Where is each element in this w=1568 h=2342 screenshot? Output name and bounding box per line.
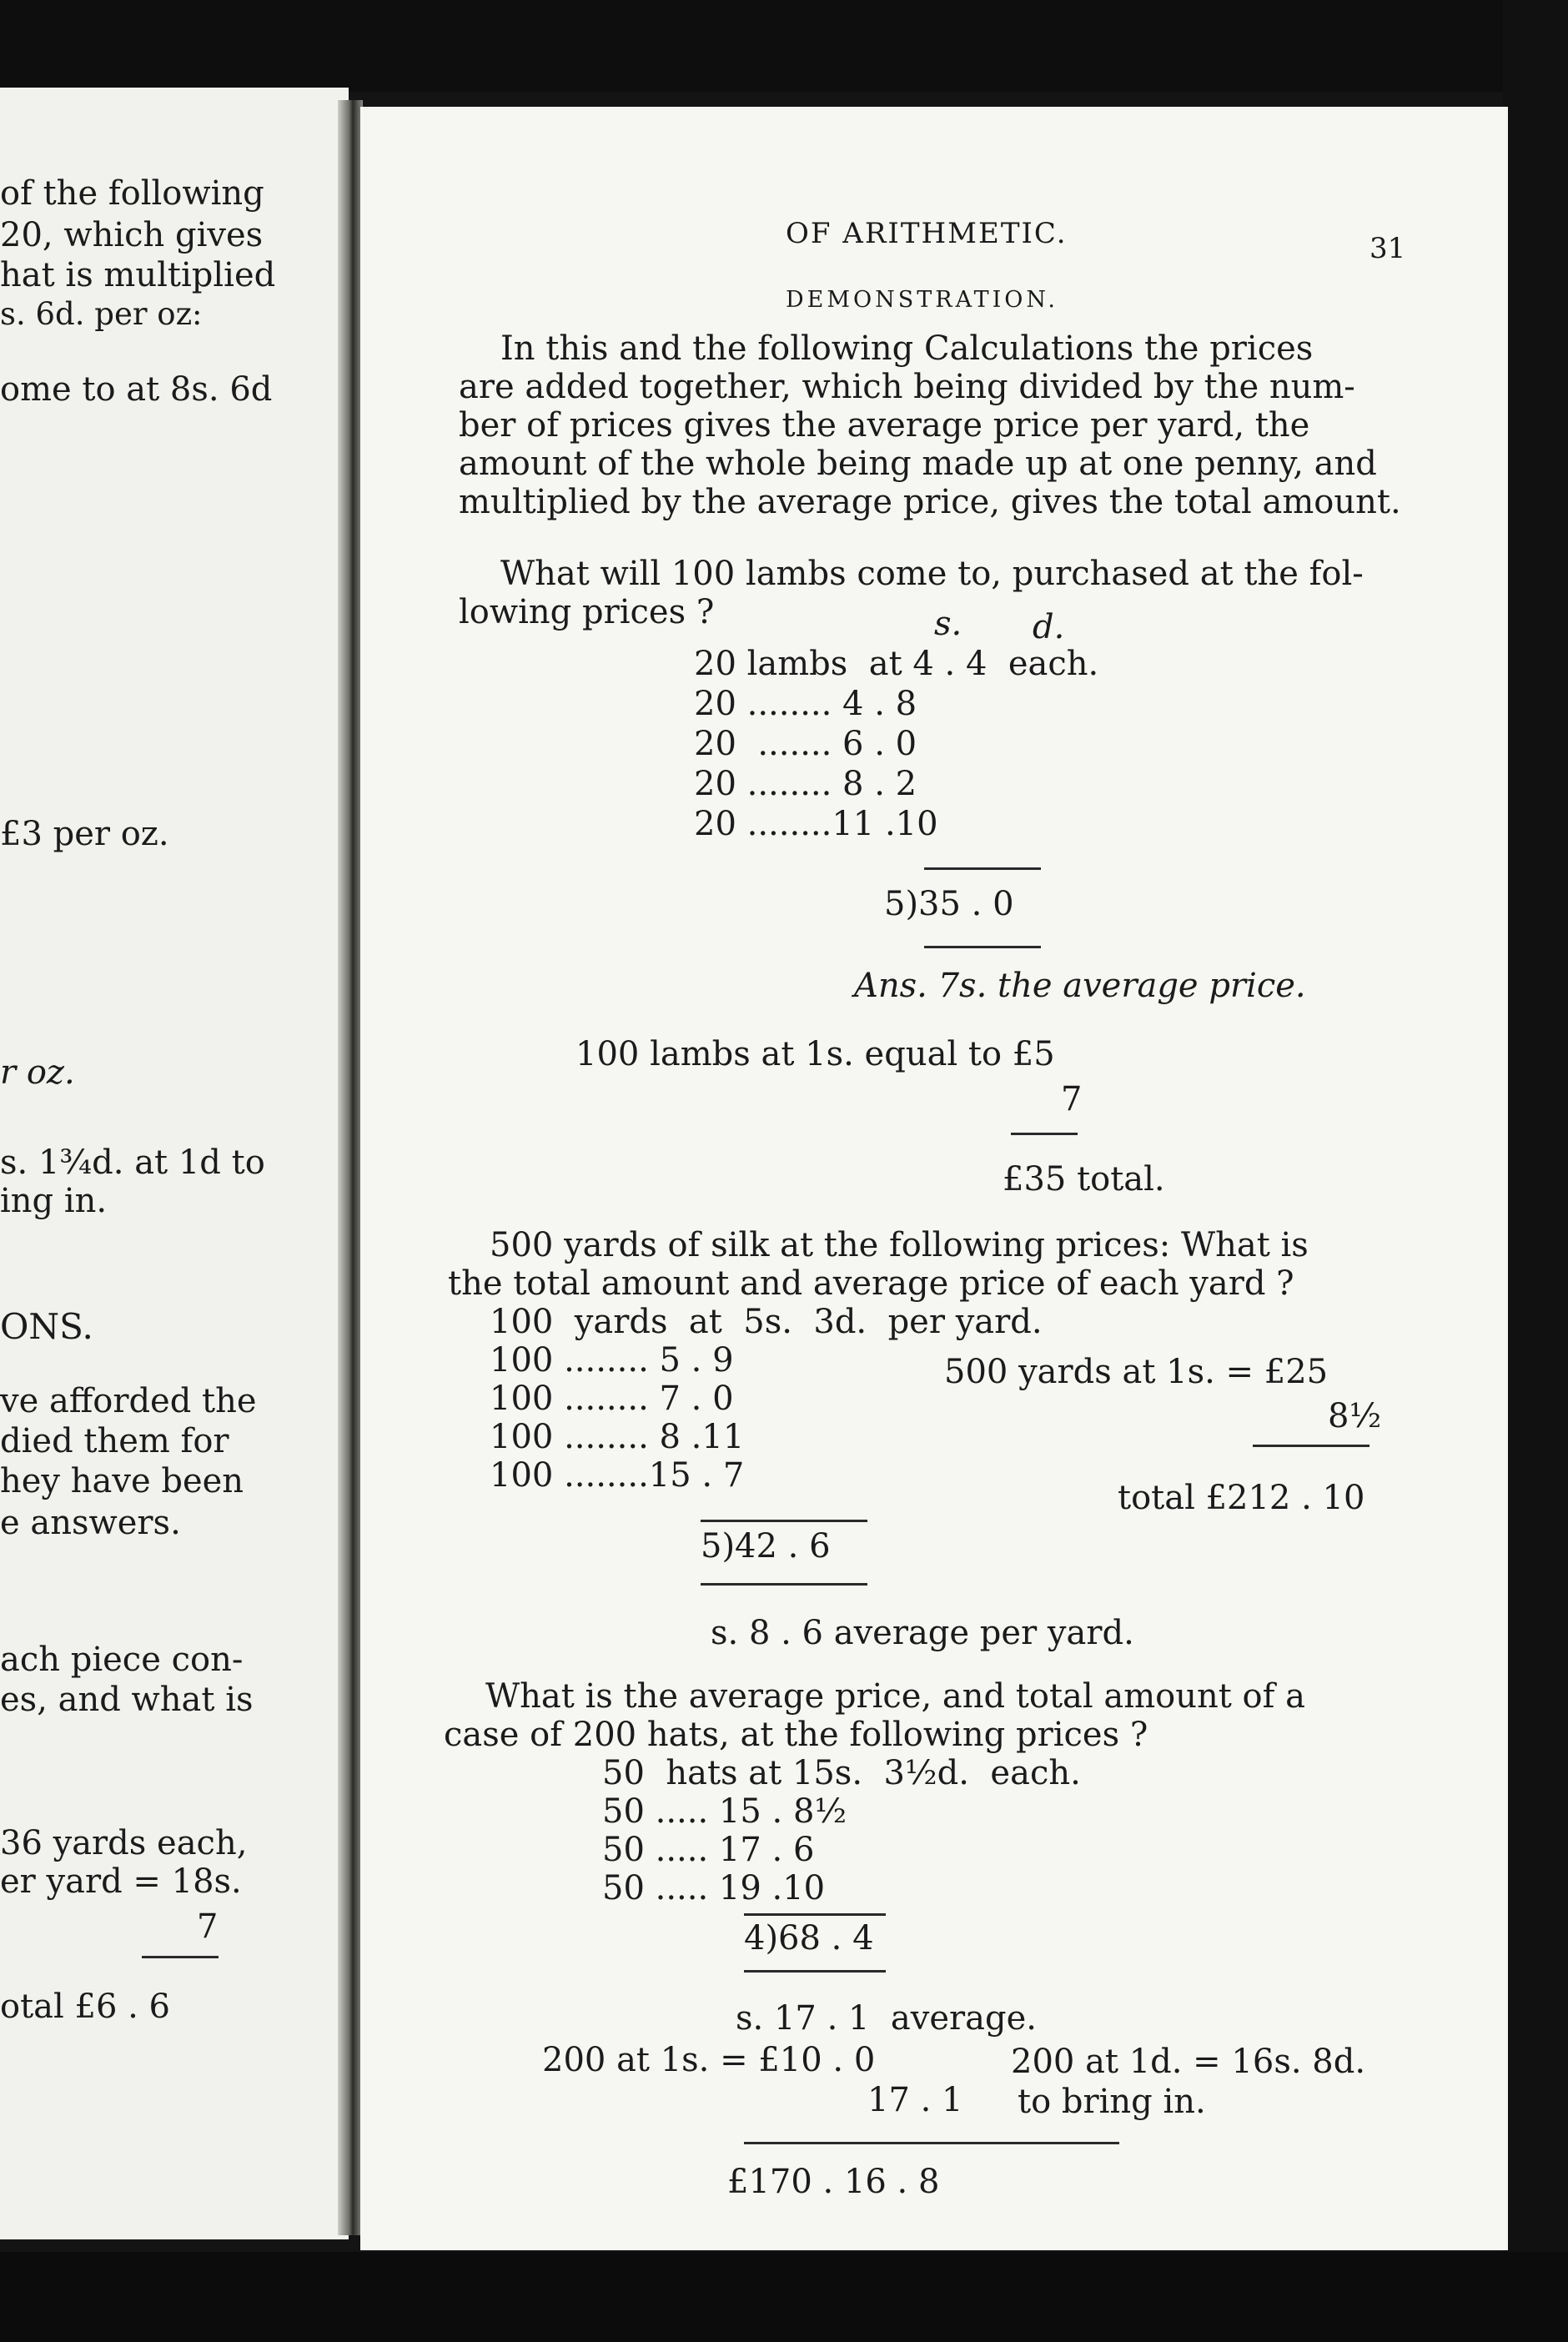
ex1-answer: Ans. 7s. the average price. [854,967,1306,1005]
intro-line-5: multiplied by the average price, gives the total amount. [459,483,1401,521]
ex3-rule-1 [744,1913,886,1916]
ex3-row-1: 50 hats at 15s. 3½d. each. [602,1754,1081,1792]
ex2-row-1: 100 yards at 5s. 3d. per yard. [490,1303,1043,1341]
ex1-col-s: s. [934,605,962,643]
ex3-calc-left: 200 at 1s. = £10 . 0 [542,2041,876,2079]
left-line-17: 36 yards each, [0,1824,248,1862]
left-line-1: of the following [0,174,264,213]
left-line-7: r oz. [0,1053,75,1092]
ex1-row-5: 20 ........11 .10 [694,805,938,843]
scan-border-right [1503,0,1568,2342]
ex2-division: 5)42 . 6 [701,1527,831,1566]
page-number: 31 [1369,232,1406,265]
scan-border-top [0,0,1568,92]
ex3-rule-3 [744,2142,1119,2144]
intro-line-3: ber of prices gives the average price per yard, the [459,406,1310,445]
ex2-average: s. 8 . 6 average per yard. [711,1614,1134,1652]
ex3-calc-left-2: 17 . 1 [867,2081,963,2119]
ex3-average: s. 17 . 1 average. [736,1999,1037,2038]
left-line-13: hey have been [0,1462,244,1500]
ex1-question-2: lowing prices ? [459,593,715,631]
ex3-grand-total: £170 . 16 . 8 [727,2163,940,2201]
ex1-rule-3 [1011,1133,1078,1135]
ex1-row-4: 20 ........ 8 . 2 [694,765,917,803]
left-line-18: er yard = 18s. [0,1862,242,1901]
ex3-rule-2 [744,1970,886,1973]
running-head: OF ARITHMETIC. [786,217,1068,250]
intro-line-2: are added together, which being divided by the num- [459,368,1355,406]
ex3-calc-right-2: to bring in. [1018,2083,1206,2121]
ex1-question-1: What will 100 lambs come to, purchased at the fol- [500,555,1364,593]
section-heading: DEMONSTRATION. [786,287,1058,313]
left-line-15: ach piece con- [0,1641,244,1679]
ex2-row-3: 100 ........ 7 . 0 [490,1380,734,1418]
left-line-6: £3 per oz. [0,815,169,853]
left-line-4: s. 6d. per oz: [0,296,203,332]
ex1-row-1: 20 lambs at 4 . 4 each. [694,645,1099,683]
ex2-side-total: total £212 . 10 [1118,1479,1365,1517]
ex1-rule-1 [924,867,1041,870]
left-line-12: died them for [0,1422,229,1460]
ex3-row-4: 50 ..... 19 .10 [602,1869,826,1907]
ex3-question-1: What is the average price, and total amount of a [485,1677,1306,1716]
left-line-10: ONS. [0,1306,93,1347]
ex2-side-2: 8½ [1328,1397,1382,1435]
book-gutter [338,100,363,2235]
ex1-calc-2: 7 [1061,1080,1083,1118]
left-line-5: ome to at 8s. 6d [0,370,273,409]
ex1-rule-2 [924,946,1041,948]
ex1-division: 5)35 . 0 [884,885,1014,923]
left-page [0,88,349,2239]
left-line-14: e answers. [0,1504,181,1542]
ex1-col-d: d. [1033,608,1065,646]
ex2-row-4: 100 ........ 8 .11 [490,1418,745,1456]
left-line-16: es, and what is [0,1681,254,1719]
ex3-row-2: 50 ..... 15 . 8½ [602,1792,847,1831]
ex2-side-rule [1253,1445,1369,1447]
left-line-3: hat is multiplied [0,256,276,294]
ex1-total: £35 total. [1003,1160,1165,1199]
ex1-calc-1: 100 lambs at 1s. equal to £5 [575,1035,1055,1073]
left-line-11: ve afforded the [0,1382,257,1420]
ex3-calc-right: 200 at 1d. = 16s. 8d. [1011,2043,1366,2081]
ex2-side-1: 500 yards at 1s. = £25 [944,1353,1329,1391]
ex2-question-1: 500 yards of silk at the following prices: What is [490,1226,1309,1264]
intro-line-1: In this and the following Calculations the prices [500,329,1314,368]
left-line-2: 20, which gives [0,216,264,254]
intro-line-4: amount of the whole being made up at one penny, and [459,445,1377,483]
ex2-question-2: the total amount and average price of each yard ? [448,1264,1294,1303]
scan-border-bottom [0,2252,1568,2342]
left-line-9: ing in. [0,1182,108,1220]
ex2-rule-2 [701,1583,867,1586]
left-line-19: 7 [197,1907,219,1946]
left-line-20: otal £6 . 6 [0,1988,171,2026]
ex1-row-2: 20 ........ 4 . 8 [694,685,917,723]
right-page [360,107,1508,2250]
left-line-8: s. 1¾d. at 1d to [0,1143,265,1182]
ex3-row-3: 50 ..... 17 . 6 [602,1831,815,1869]
ex3-question-2: case of 200 hats, at the following prices ? [444,1716,1148,1754]
ex2-rule-1 [701,1520,867,1522]
ex2-row-5: 100 ........15 . 7 [490,1456,745,1495]
ex2-row-2: 100 ........ 5 . 9 [490,1341,734,1380]
ex1-row-3: 20 ....... 6 . 0 [694,725,917,763]
ex3-division: 4)68 . 4 [744,1919,874,1958]
left-sum-rule [142,1956,219,1958]
